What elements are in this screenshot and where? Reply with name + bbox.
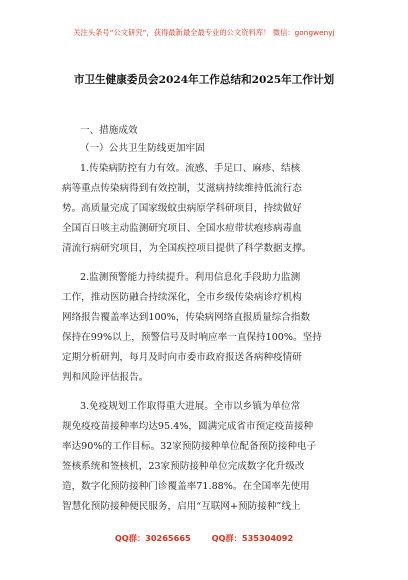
subsection-heading: （一）公共卫生防线更加牢固 [80,143,205,154]
footer-watermark [0,533,408,544]
paragraph-line: 率达90%的工作目标。32家预防接种单位配备预防接种电子 [62,441,317,452]
paragraph-line: 2.监测预警能力持续提升。利用信息化手段助力监测 [80,272,301,283]
paragraph-line: 判和风险评估报告。 [62,372,149,383]
paragraph-line: 网络报告覆盖率达到100%，传染病网络直报质量综合指数 [62,312,311,323]
paragraph-line: 智慧化预防接种便民服务，启用“互联网+预防接种”线上 [62,501,301,512]
header-watermark: 关注头条号“公文研究”，获得最新最全最专业的公文资料库！ 微信：gongwenyj [73,28,335,37]
qq-group-2: QQ群：535304092 [211,533,294,543]
paragraph-line: 清流行病研究项目，为全国疾控项目提供了科学数据支撑。 [62,243,312,254]
paragraph-line: 病等重点传染病得到有效控制，艾滋病持续维持低流行态 [62,183,302,194]
paragraph-line: 1.传染病防控有力有效。流感、手足口、麻疹、结核 [80,163,301,174]
paragraph-line: 定期分析研判，每月及时向市委市政府报送各病种疫情研 [62,352,302,363]
document-title: 市卫生健康委员会2024年工作总结和2025年工作计划 [73,74,335,86]
paragraph-line: 全国百日咳主动监测研究项目、全国水痘带状疱疹病毒血 [62,223,302,234]
paragraph-line: 规免疫疫苗接种率均达95.4%，圆满完成省市预定疫苗接种 [62,421,314,432]
paragraph-line: 保持在99%以上，预警信号及时响应率一直保持100%。坚持 [62,332,322,343]
paragraph-line: 签核系统和签核机，23家预防接种单位完成数字化升级改 [62,461,305,472]
section-heading: 一、措施成效 [80,125,138,136]
paragraph-line: 3.免疫规划工作取得重大进展。全市以乡镇为单位常 [80,401,301,412]
paragraph-line: 势。高质量完成了国家级蚊虫病原学科研项目，持续做好 [62,203,302,214]
qq-group-1: QQ群：30265665 [114,533,191,543]
paragraph-line: 造，数字化预防接种门诊覆盖率71.88%。在全国率先使用 [62,481,310,492]
paragraph-line: 工作，推动医防融合持续深化，全市乡级传染病诊疗机构 [62,292,302,303]
